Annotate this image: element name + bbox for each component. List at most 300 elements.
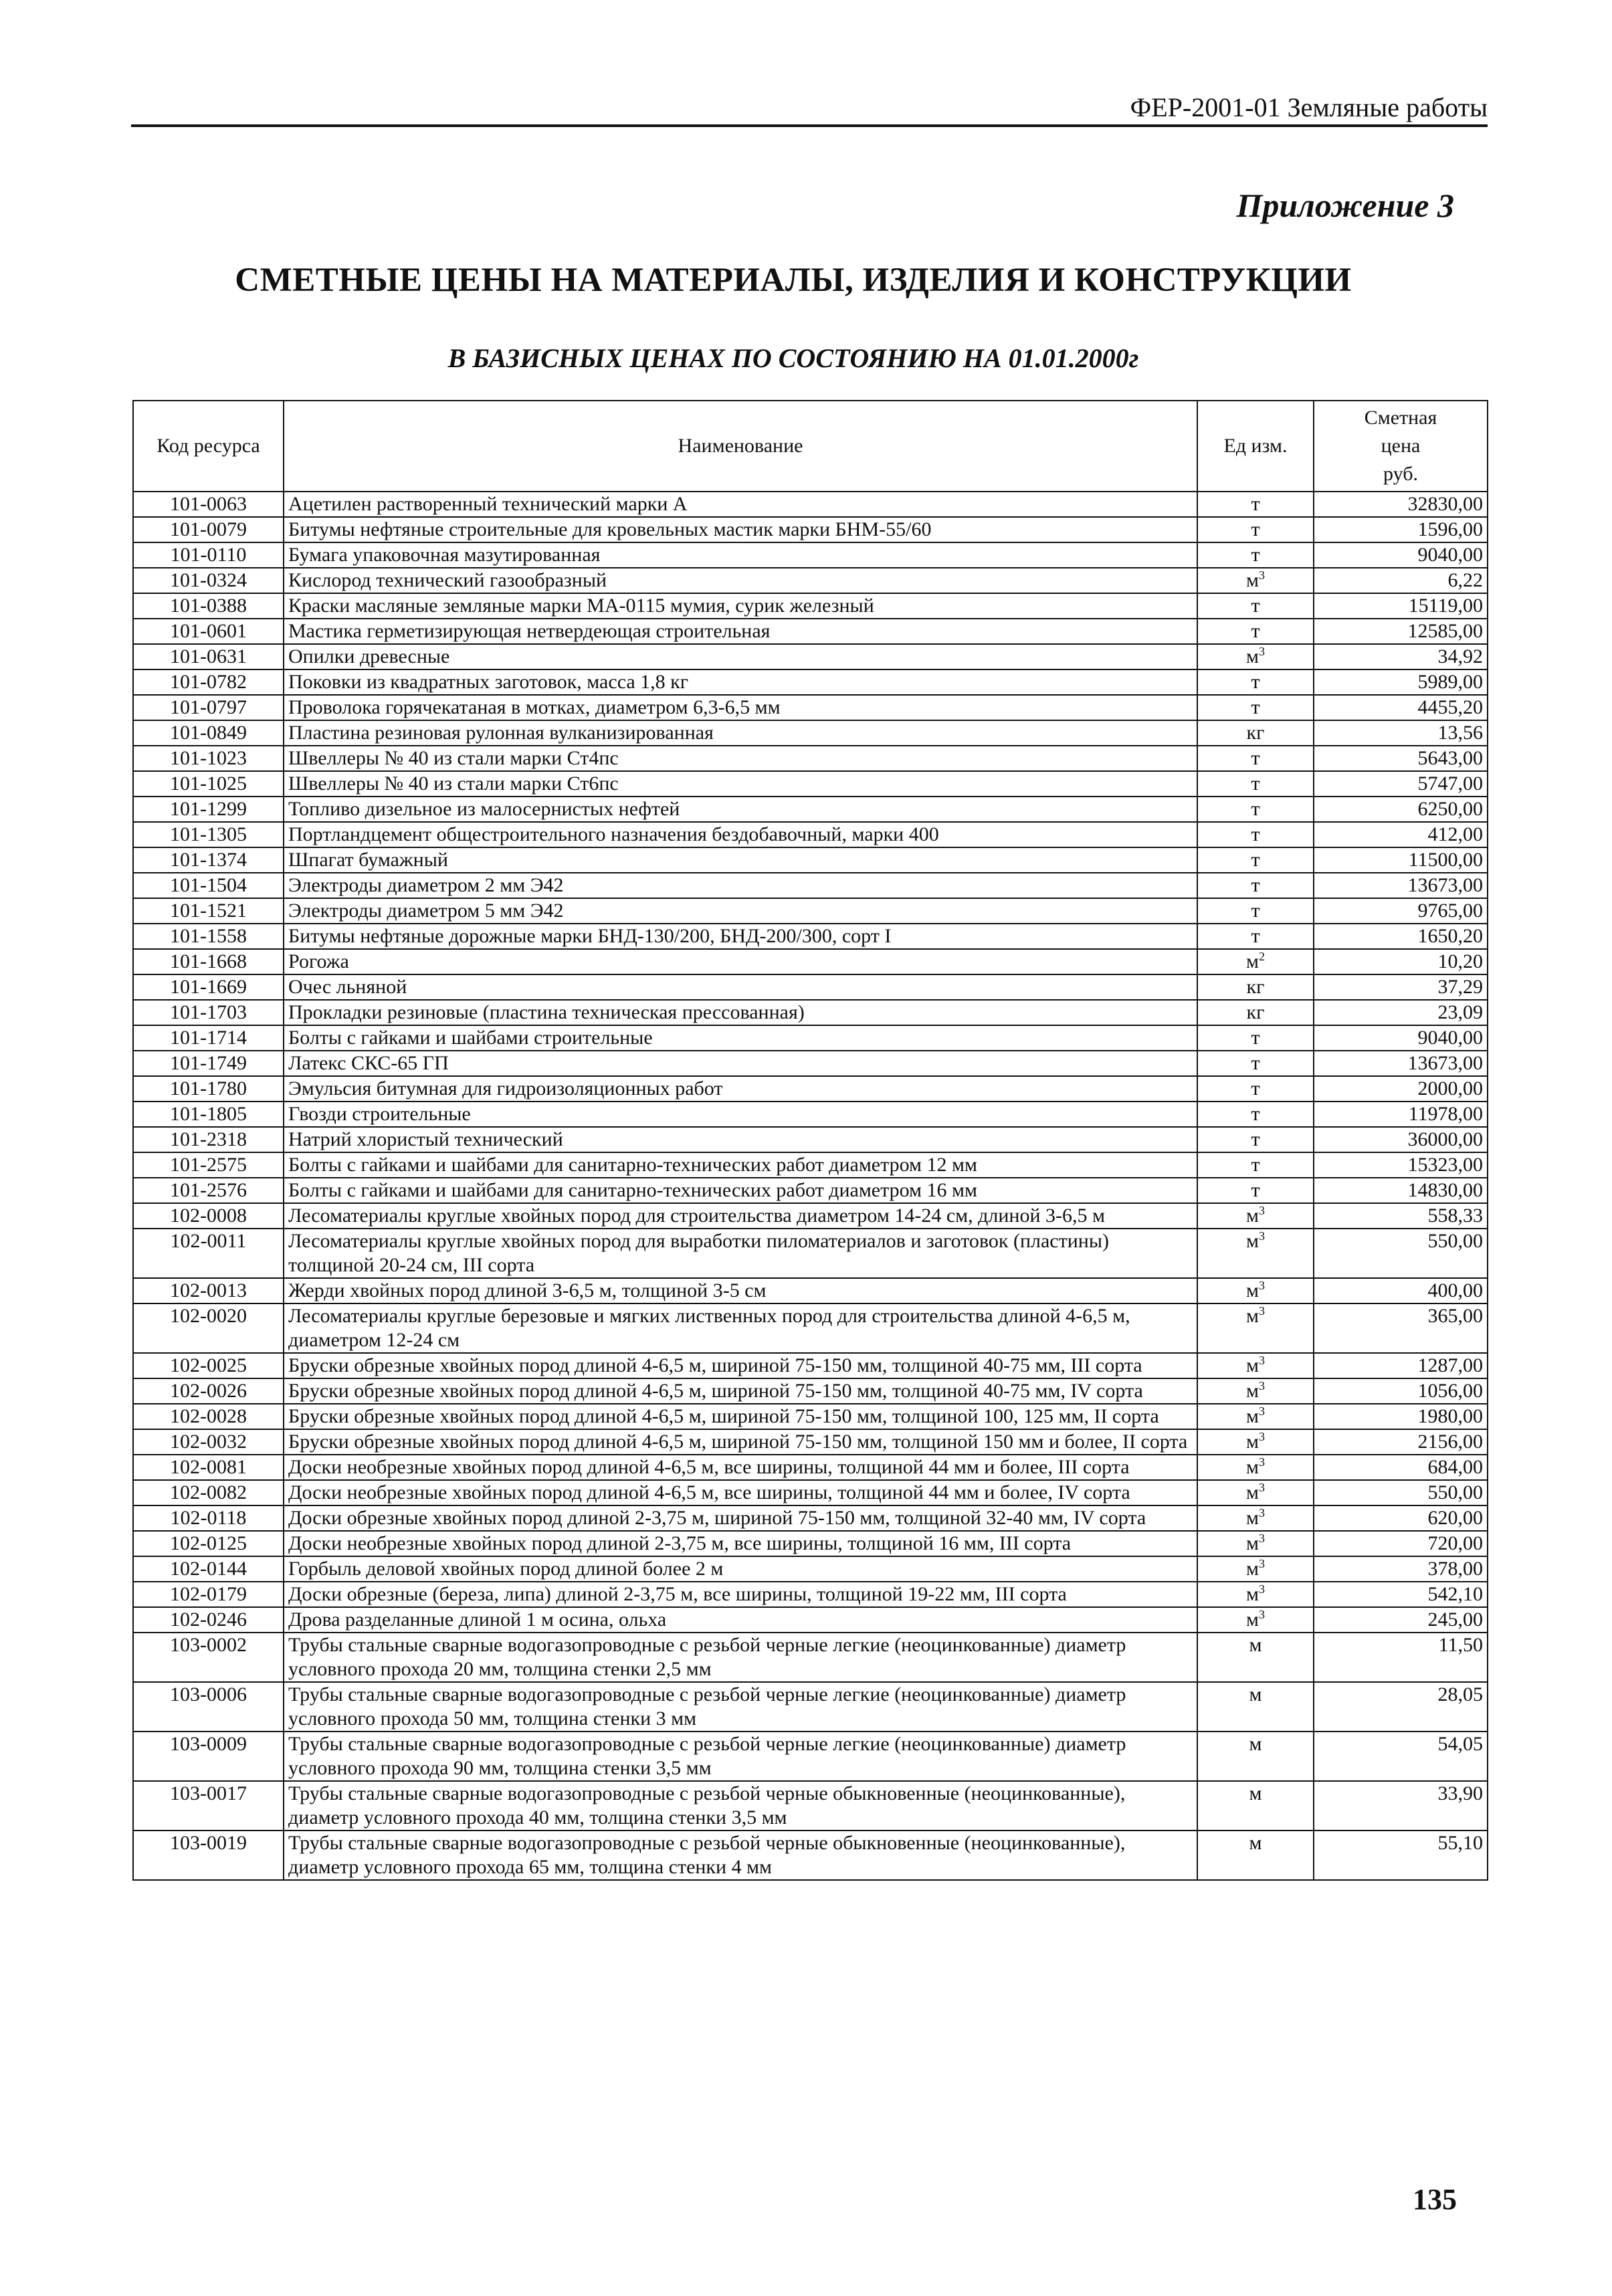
resource-name-cell: Кислород технический газообразный [284,568,1197,593]
resource-name-cell: Проволока горячекатаная в мотках, диаметром 6,3-6,5 мм [284,695,1197,720]
price-cell: 620,00 [1314,1505,1488,1531]
unit-cell [1197,1429,1314,1455]
unit-exponent: 3 [1258,1608,1265,1621]
resource-code-cell: 101-0063 [133,492,284,517]
unit-text: кг [1246,976,1265,998]
resource-code-cell: 102-0013 [133,1278,284,1303]
price-cell: 9040,00 [1314,1025,1488,1051]
resource-code-cell: 103-0019 [133,1831,284,1880]
table-row [133,568,1488,593]
unit-cell [1197,542,1314,568]
price-cell: 5989,00 [1314,669,1488,695]
table-row [133,644,1488,669]
resource-name-cell: Натрий хлористый технический [284,1127,1197,1152]
unit-text: м [1246,1354,1259,1376]
page-subtitle: В БАЗИСНЫХ ЦЕНАХ ПО СОСТОЯНИЮ НА 01.01.2000г [447,343,1139,373]
unit-text: кг [1246,722,1265,744]
unit-text: м [1246,1456,1259,1478]
resource-name-cell: Бруски обрезные хвойных пород длиной 4-6,5 м, шириной 75-150 мм, толщиной 150 мм и более, II сорта [284,1429,1197,1455]
unit-text: т [1251,772,1260,795]
table-row [133,1278,1488,1303]
resource-name-cell: Бруски обрезные хвойных пород длиной 4-6,5 м, шириной 75-150 мм, толщиной 40-75 мм, IV сорта [284,1378,1197,1404]
table-row [133,542,1488,568]
resource-code-cell: 102-0125 [133,1531,284,1556]
unit-text: м [1246,1583,1259,1605]
unit-cell [1197,847,1314,873]
price-cell: 5747,00 [1314,771,1488,797]
resource-code-cell: 102-0082 [133,1480,284,1505]
resource-code-cell: 101-1504 [133,873,284,898]
resource-code-cell: 101-0631 [133,644,284,669]
unit-exponent: 3 [1258,1354,1265,1367]
unit-text: кг [1246,1001,1265,1023]
unit-cell [1197,797,1314,822]
unit-text: м [1246,1305,1259,1327]
unit-cell [1197,1025,1314,1051]
unit-exponent: 3 [1258,1455,1265,1469]
table-row [133,1582,1488,1607]
unit-text: т [1251,798,1260,820]
resource-code-cell: 101-0324 [133,568,284,593]
price-cell: 13673,00 [1314,873,1488,898]
price-cell: 34,92 [1314,644,1488,669]
price-cell: 10,20 [1314,949,1488,974]
unit-text: м [1249,1733,1262,1755]
resource-name-cell: Шпагат бумажный [284,847,1197,873]
price-cell: 55,10 [1314,1831,1488,1880]
resource-name-cell: Поковки из квадратных заготовок, масса 1,8 кг [284,669,1197,695]
unit-exponent: 3 [1258,1404,1265,1418]
unit-cell [1197,1480,1314,1505]
price-cell: 13,56 [1314,720,1488,746]
resource-name-cell: Лесоматериалы круглые хвойных пород для строительства диаметром 14-24 см, длиной 3-6,5 м [284,1203,1197,1229]
resource-code-cell: 103-0002 [133,1633,284,1682]
table-row [133,924,1488,949]
unit-text: т [1251,493,1260,515]
price-cell: 54,05 [1314,1732,1488,1781]
unit-cell [1197,492,1314,517]
price-cell: 28,05 [1314,1682,1488,1732]
unit-cell [1197,1732,1314,1781]
unit-text: м [1246,645,1259,667]
resource-name-cell: Латекс СКС-65 ГП [284,1051,1197,1076]
table-row [133,1480,1488,1505]
price-cell: 542,10 [1314,1582,1488,1607]
column-header-price-line2: цена [1381,435,1421,457]
price-cell: 1980,00 [1314,1404,1488,1429]
resource-name-cell: Болты с гайками и шайбами для санитарно-технических работ диаметром 16 мм [284,1178,1197,1203]
resource-name-cell: Лесоматериалы круглые хвойных пород для выработки пиломатериалов и заготовок (пластины) толщиной 20-24 см, III сорта [284,1229,1197,1278]
price-cell: 684,00 [1314,1455,1488,1480]
resource-name-cell: Доски необрезные хвойных пород длиной 4-6,5 м, все ширины, толщиной 44 мм и более, IV сорта [284,1480,1197,1505]
price-cell: 365,00 [1314,1303,1488,1353]
unit-cell [1197,1607,1314,1633]
table-row [133,1000,1488,1025]
unit-text: т [1251,696,1260,718]
table-row [133,1229,1488,1278]
unit-cell [1197,1102,1314,1127]
table-row [133,1051,1488,1076]
price-cell: 14830,00 [1314,1178,1488,1203]
table-row [133,898,1488,924]
resource-name-cell: Опилки древесные [284,644,1197,669]
resource-code-cell: 103-0017 [133,1781,284,1831]
table-row [133,492,1488,517]
table-row [133,517,1488,542]
unit-cell [1197,1378,1314,1404]
price-cell: 6250,00 [1314,797,1488,822]
table-row [133,1682,1488,1732]
resource-name-cell: Швеллеры № 40 из стали марки Ст4пс [284,746,1197,771]
price-cell: 1056,00 [1314,1378,1488,1404]
resource-code-cell: 101-1023 [133,746,284,771]
resource-name-cell: Дрова разделанные длиной 1 м осина, ольха [284,1607,1197,1633]
table-row [133,974,1488,1000]
table-row [133,1378,1488,1404]
resource-code-cell: 101-1521 [133,898,284,924]
price-cell: 1287,00 [1314,1353,1488,1378]
price-table [132,400,1488,1881]
resource-name-cell: Трубы стальные сварные водогазопроводные с резьбой черные легкие (неоцинкованные) диаметр условного прохода 90 мм, толщина стенки 3,5 мм [284,1732,1197,1781]
resource-code-cell: 101-1714 [133,1025,284,1051]
unit-exponent: 3 [1258,1582,1265,1596]
unit-exponent: 3 [1258,568,1265,582]
unit-text: т [1251,1103,1260,1125]
unit-exponent: 3 [1258,1532,1265,1545]
column-header-code: Код ресурса [133,401,284,492]
unit-cell [1197,949,1314,974]
table-row [133,695,1488,720]
table-row [133,1429,1488,1455]
unit-cell [1197,1178,1314,1203]
resource-name-cell: Жерди хвойных пород длиной 3-6,5 м, толщиной 3-5 см [284,1278,1197,1303]
price-cell: 400,00 [1314,1278,1488,1303]
unit-exponent: 3 [1258,1557,1265,1570]
unit-cell [1197,771,1314,797]
unit-exponent: 3 [1258,1430,1265,1443]
resource-code-cell: 101-0388 [133,593,284,619]
unit-cell [1197,1404,1314,1429]
resource-code-cell: 102-0011 [133,1229,284,1278]
resource-code-cell: 102-0118 [133,1505,284,1531]
unit-cell [1197,669,1314,695]
price-cell: 12585,00 [1314,619,1488,644]
unit-text: м [1249,1634,1262,1656]
unit-text: т [1251,849,1260,871]
unit-text: м [1249,1832,1262,1854]
resource-code-cell: 101-2576 [133,1178,284,1203]
resource-code-cell: 101-0782 [133,669,284,695]
unit-cell [1197,873,1314,898]
unit-cell [1197,1353,1314,1378]
table-row [133,1831,1488,1880]
resource-name-cell: Доски необрезные хвойных пород длиной 4-6,5 м, все ширины, толщиной 44 мм и более, III сорта [284,1455,1197,1480]
table-row [133,1303,1488,1353]
table-row [133,1178,1488,1203]
unit-exponent: 3 [1258,1229,1265,1243]
unit-text: т [1251,595,1260,617]
unit-cell [1197,1455,1314,1480]
resource-name-cell: Болты с гайками и шайбами для санитарно-технических работ диаметром 12 мм [284,1152,1197,1178]
unit-cell [1197,1582,1314,1607]
appendix-label: Приложение 3 [1236,187,1454,224]
resource-name-cell: Горбыль деловой хвойных пород длиной более 2 м [284,1556,1197,1582]
unit-cell [1197,619,1314,644]
resource-name-cell: Бруски обрезные хвойных пород длиной 4-6,5 м, шириной 75-150 мм, толщиной 40-75 мм, III сорта [284,1353,1197,1378]
price-cell: 1596,00 [1314,517,1488,542]
resource-name-cell: Доски обрезные хвойных пород длиной 2-3,75 м, шириной 75-150 мм, толщиной 32-40 мм, IV сорта [284,1505,1197,1531]
resource-code-cell: 101-1805 [133,1102,284,1127]
resource-name-cell: Электроды диаметром 5 мм Э42 [284,898,1197,924]
price-cell: 11,50 [1314,1633,1488,1682]
resource-code-cell: 102-0179 [133,1582,284,1607]
resource-name-cell: Лесоматериалы круглые березовые и мягких лиственных пород для строительства длиной 4-6,5 м, диаметром 12-24 см [284,1303,1197,1353]
table-body [133,492,1488,1880]
price-cell: 13673,00 [1314,1051,1488,1076]
price-cell: 15323,00 [1314,1152,1488,1178]
table-row [133,1404,1488,1429]
unit-exponent: 3 [1258,1279,1265,1292]
resource-code-cell: 101-1703 [133,1000,284,1025]
resource-name-cell: Битумы нефтяные дорожные марки БНД-130/200, БНД-200/300, сорт I [284,924,1197,949]
unit-text: т [1251,1077,1260,1100]
resource-name-cell: Электроды диаметром 2 мм Э42 [284,873,1197,898]
unit-cell [1197,1831,1314,1880]
unit-cell [1197,568,1314,593]
resource-code-cell: 102-0032 [133,1429,284,1455]
price-cell: 36000,00 [1314,1127,1488,1152]
table-header-row [133,401,1488,492]
table-row [133,669,1488,695]
unit-exponent: 3 [1258,1481,1265,1494]
table-row [133,797,1488,822]
unit-text: т [1251,925,1260,947]
price-cell: 412,00 [1314,822,1488,847]
table-row [133,1607,1488,1633]
unit-cell [1197,593,1314,619]
unit-text: м [1246,1230,1259,1252]
unit-exponent: 3 [1258,645,1265,658]
unit-cell [1197,644,1314,669]
unit-cell [1197,1051,1314,1076]
resource-name-cell: Трубы стальные сварные водогазопроводные с резьбой черные легкие (неоцинкованные) диаметр условного прохода 20 мм, толщина стенки 2,5 мм [284,1633,1197,1682]
price-cell: 11500,00 [1314,847,1488,873]
unit-text: т [1251,747,1260,769]
column-header-price-line1: Сметная [1364,407,1437,429]
unit-text: м [1246,1205,1259,1227]
price-cell: 37,29 [1314,974,1488,1000]
resource-name-cell: Доски обрезные (береза, липа) длиной 2-3,75 м, все ширины, толщиной 19-22 мм, III сорта [284,1582,1197,1607]
price-cell: 11978,00 [1314,1102,1488,1127]
resource-code-cell: 101-0849 [133,720,284,746]
resource-name-cell: Пластина резиновая рулонная вулканизированная [284,720,1197,746]
unit-text: м [1246,1507,1259,1529]
unit-exponent: 2 [1258,950,1265,963]
resource-code-cell: 102-0246 [133,1607,284,1633]
table-row [133,619,1488,644]
unit-text: т [1251,823,1260,845]
resource-code-cell: 102-0008 [133,1203,284,1229]
unit-text: т [1251,620,1260,642]
column-header-unit: Ед изм. [1197,401,1314,492]
table-row [133,949,1488,974]
unit-cell [1197,1781,1314,1831]
table-row [133,1152,1488,1178]
resource-name-cell: Рогожа [284,949,1197,974]
resource-name-cell: Трубы стальные сварные водогазопроводные с резьбой черные легкие (неоцинкованные) диаметр условного прохода 50 мм, толщина стенки 3 мм [284,1682,1197,1732]
table-row [133,1102,1488,1127]
resource-code-cell: 101-1374 [133,847,284,873]
table-row [133,771,1488,797]
unit-cell [1197,517,1314,542]
resource-name-cell: Трубы стальные сварные водогазопроводные с резьбой черные обыкновенные (неоцинкованные), диаметр условного прохода 40 мм, толщина стенки 3,5 мм [284,1781,1197,1831]
unit-cell [1197,695,1314,720]
price-cell: 4455,20 [1314,695,1488,720]
resource-code-cell: 102-0028 [133,1404,284,1429]
resource-name-cell: Мастика герметизирующая нетвердеющая строительная [284,619,1197,644]
resource-name-cell: Краски масляные земляные марки МА-0115 мумия, сурик железный [284,593,1197,619]
resource-name-cell: Портландцемент общестроительного назначения бездобавочный, марки 400 [284,822,1197,847]
resource-code-cell: 101-1299 [133,797,284,822]
table-row [133,1353,1488,1378]
table-row [133,822,1488,847]
resource-code-cell: 102-0026 [133,1378,284,1404]
resource-code-cell: 101-2575 [133,1152,284,1178]
unit-cell [1197,974,1314,1000]
unit-text: м [1246,1532,1259,1554]
resource-name-cell: Бруски обрезные хвойных пород длиной 4-6,5 м, шириной 75-150 мм, толщиной 100, 125 мм, II сорта [284,1404,1197,1429]
price-cell: 378,00 [1314,1556,1488,1582]
price-cell: 6,22 [1314,568,1488,593]
price-cell: 720,00 [1314,1531,1488,1556]
unit-text: м [1249,1683,1262,1705]
price-cell: 9040,00 [1314,542,1488,568]
page-title: СМЕТНЫЕ ЦЕНЫ НА МАТЕРИАЛЫ, ИЗДЕЛИЯ И КОНСТРУКЦИИ [235,262,1352,299]
resource-code-cell: 102-0025 [133,1353,284,1378]
price-cell: 550,00 [1314,1480,1488,1505]
resource-name-cell: Болты с гайками и шайбами строительные [284,1025,1197,1051]
resource-name-cell: Гвозди строительные [284,1102,1197,1127]
resource-code-cell: 102-0020 [133,1303,284,1353]
resource-code-cell: 101-1668 [133,949,284,974]
price-cell: 245,00 [1314,1607,1488,1633]
unit-text: т [1251,1179,1260,1201]
table-row [133,1076,1488,1102]
unit-text: м [1246,1431,1259,1453]
table-row [133,1203,1488,1229]
price-cell: 15119,00 [1314,593,1488,619]
unit-cell [1197,1633,1314,1682]
table-row [133,593,1488,619]
unit-cell [1197,1203,1314,1229]
unit-text: м [1246,950,1259,972]
unit-cell [1197,1000,1314,1025]
unit-cell [1197,1152,1314,1178]
unit-text: т [1251,1154,1260,1176]
unit-text: м [1249,1782,1262,1804]
unit-cell [1197,822,1314,847]
table-row [133,1633,1488,1682]
table-row [133,1531,1488,1556]
resource-code-cell: 101-0601 [133,619,284,644]
unit-cell [1197,1076,1314,1102]
unit-exponent: 3 [1258,1379,1265,1392]
price-cell: 2156,00 [1314,1429,1488,1455]
table-row [133,1025,1488,1051]
unit-cell [1197,746,1314,771]
resource-code-cell: 102-0081 [133,1455,284,1480]
unit-cell [1197,1556,1314,1582]
unit-text: т [1251,874,1260,896]
column-header-name: Наименование [284,401,1197,492]
unit-text: т [1251,900,1260,922]
resource-name-cell: Бумага упаковочная мазутированная [284,542,1197,568]
price-cell: 9765,00 [1314,898,1488,924]
resource-code-cell: 101-1749 [133,1051,284,1076]
unit-cell [1197,720,1314,746]
resource-name-cell: Прокладки резиновые (пластина техническая прессованная) [284,1000,1197,1025]
unit-cell [1197,1682,1314,1732]
unit-text: т [1251,1052,1260,1074]
table-row [133,746,1488,771]
unit-cell [1197,898,1314,924]
price-cell: 558,33 [1314,1203,1488,1229]
unit-cell [1197,924,1314,949]
unit-text: т [1251,671,1260,693]
table-row [133,720,1488,746]
resource-code-cell: 101-1558 [133,924,284,949]
table-row [133,1505,1488,1531]
unit-exponent: 3 [1258,1304,1265,1318]
unit-text: т [1251,1027,1260,1049]
resource-name-cell: Доски необрезные хвойных пород длиной 2-3,75 м, все ширины, толщиной 16 мм, III сорта [284,1531,1197,1556]
table-row [133,1556,1488,1582]
price-cell: 2000,00 [1314,1076,1488,1102]
price-cell: 32830,00 [1314,492,1488,517]
table-row [133,847,1488,873]
resource-name-cell: Трубы стальные сварные водогазопроводные с резьбой черные обыкновенные (неоцинкованные), диаметр условного прохода 65 мм, толщина стенки 4 мм [284,1831,1197,1880]
table-row [133,1732,1488,1781]
resource-code-cell: 101-0110 [133,542,284,568]
unit-text: м [1246,569,1259,591]
resource-code-cell: 103-0006 [133,1682,284,1732]
unit-text: м [1246,1481,1259,1503]
resource-name-cell: Очес льняной [284,974,1197,1000]
column-header-price-line3: руб. [1383,463,1418,485]
resource-code-cell: 103-0009 [133,1732,284,1781]
resource-name-cell: Эмульсия битумная для гидроизоляционных работ [284,1076,1197,1102]
resource-code-cell: 101-1305 [133,822,284,847]
resource-name-cell: Битумы нефтяные строительные для кровельных мастик марки БНМ-55/60 [284,517,1197,542]
resource-code-cell: 101-1669 [133,974,284,1000]
unit-text: м [1246,1380,1259,1402]
resource-code-cell: 101-1780 [133,1076,284,1102]
resource-code-cell: 102-0144 [133,1556,284,1582]
unit-cell [1197,1505,1314,1531]
price-cell: 33,90 [1314,1781,1488,1831]
price-cell: 5643,00 [1314,746,1488,771]
resource-code-cell: 101-2318 [133,1127,284,1152]
resource-name-cell: Ацетилен растворенный технический марки А [284,492,1197,517]
unit-text: т [1251,544,1260,566]
unit-cell [1197,1531,1314,1556]
resource-code-cell: 101-0079 [133,517,284,542]
price-cell: 23,09 [1314,1000,1488,1025]
table-row [133,1127,1488,1152]
resource-name-cell: Швеллеры № 40 из стали марки Ст6пс [284,771,1197,797]
unit-text: т [1251,518,1260,540]
price-cell: 1650,20 [1314,924,1488,949]
